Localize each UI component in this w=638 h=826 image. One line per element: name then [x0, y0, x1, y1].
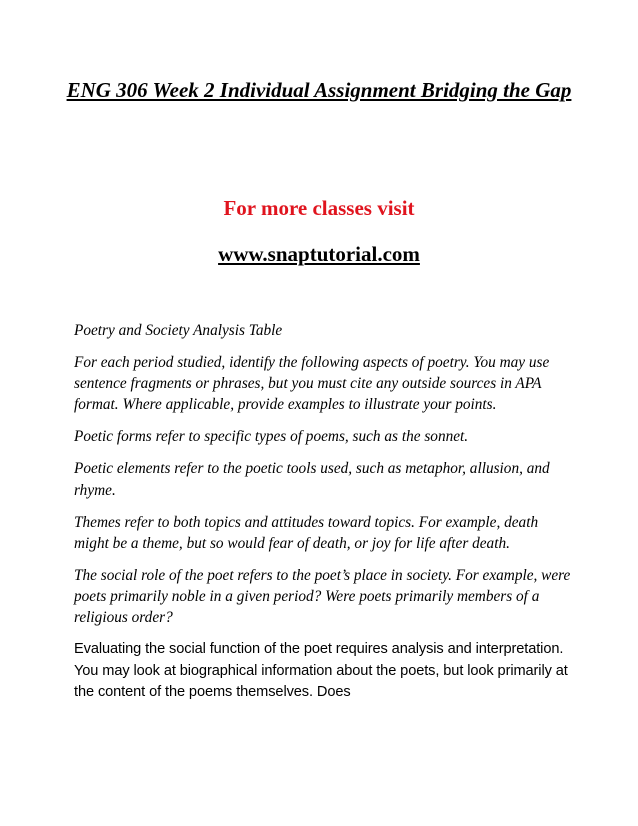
- document-title: ENG 306 Week 2 Individual Assignment Bridging the Gap: [66, 78, 572, 102]
- paragraph-themes: Themes refer to both topics and attitudes toward topics. For example, death might be a theme, but so would fear of death, or joy for life after death.: [74, 513, 539, 552]
- promo-url-link[interactable]: www.snaptutorial.com: [218, 242, 420, 266]
- paragraph-social-role: The social role of the poet refers to the poet’s place in society. For example, were poets primarily noble in a given period? Were poets primarily members of a religious order?: [74, 566, 571, 627]
- paragraph-social-function: Evaluating the social function of the poet requires analysis and interpretation. You may look at biographical information about the poets, but look primarily at the content of the poems themselves. Does: [74, 641, 568, 701]
- paragraph-poetic-forms: Poetic forms refer to specific types of poems, such as the sonnet.: [74, 428, 469, 446]
- paragraph-instructions: For each period studied, identify the following aspects of poetry. You may use sentence fragments or phrases, but you must cite any outside sources in APA format. Where applicable, provide examples to illustrate your points.: [74, 354, 550, 414]
- paragraph-table-title: Poetry and Society Analysis Table: [74, 322, 283, 339]
- paragraph-poetic-elements: Poetic elements refer to the poetic tools used, such as metaphor, allusion, and rhyme.: [74, 460, 550, 499]
- document-body: [74, 320, 574, 704]
- promo-text: For more classes visit: [223, 196, 415, 220]
